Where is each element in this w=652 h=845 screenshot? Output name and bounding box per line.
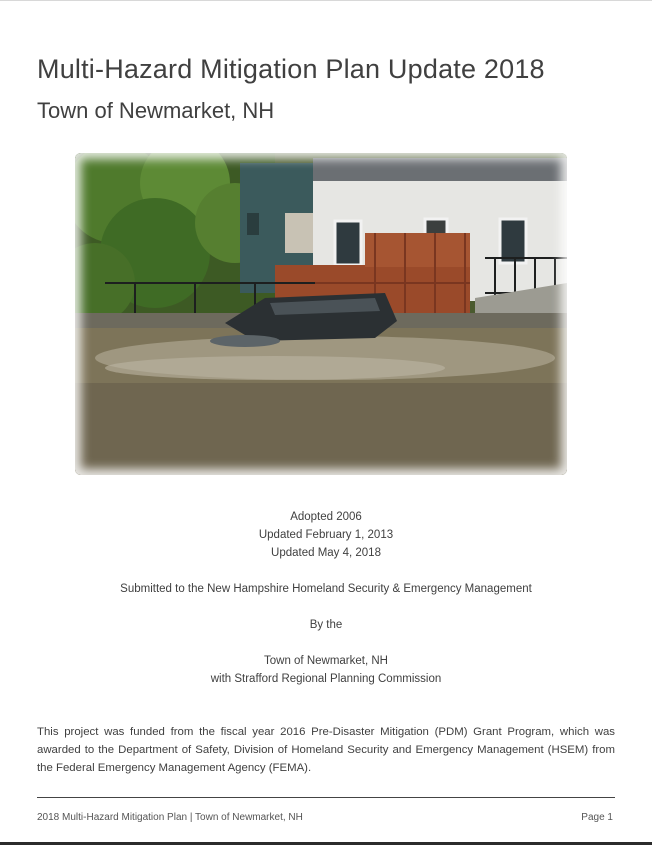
updated-date-2018: Updated May 4, 2018 (271, 547, 381, 559)
updated-date-2013: Updated February 1, 2013 (258, 529, 394, 541)
footer-document-name: 2018 Multi-Hazard Mitigation Plan | Town of Newmarket, NH (37, 812, 303, 823)
page-top-border (0, 0, 652, 1)
document-title: Multi-Hazard Mitigation Plan Update 2018 (37, 54, 545, 84)
cover-photo (75, 153, 567, 475)
adoption-dates (0, 508, 652, 562)
footer-page-number: Page 1 (581, 812, 613, 823)
authors (0, 652, 652, 688)
submitted-to: Submitted to the New Hampshire Homeland Security & Emergency Management (120, 583, 532, 595)
document-subtitle: Town of Newmarket, NH (37, 98, 275, 123)
funding-note: This project was funded from the fiscal year 2016 Pre-Disaster Mitigation (PDM) Grant Program, which was awarded to the Department of Safety, Division of Homeland Security and Emergency Management (HSEM) from the Federal Emergency Management Agency (FEMA). (37, 726, 615, 774)
footer-divider (37, 797, 615, 798)
adopted-date: Adopted 2006 (290, 511, 362, 523)
by-line: By the (309, 619, 343, 631)
author-town: Town of Newmarket, NH (264, 655, 388, 667)
author-commission: with Strafford Regional Planning Commission (210, 673, 442, 685)
